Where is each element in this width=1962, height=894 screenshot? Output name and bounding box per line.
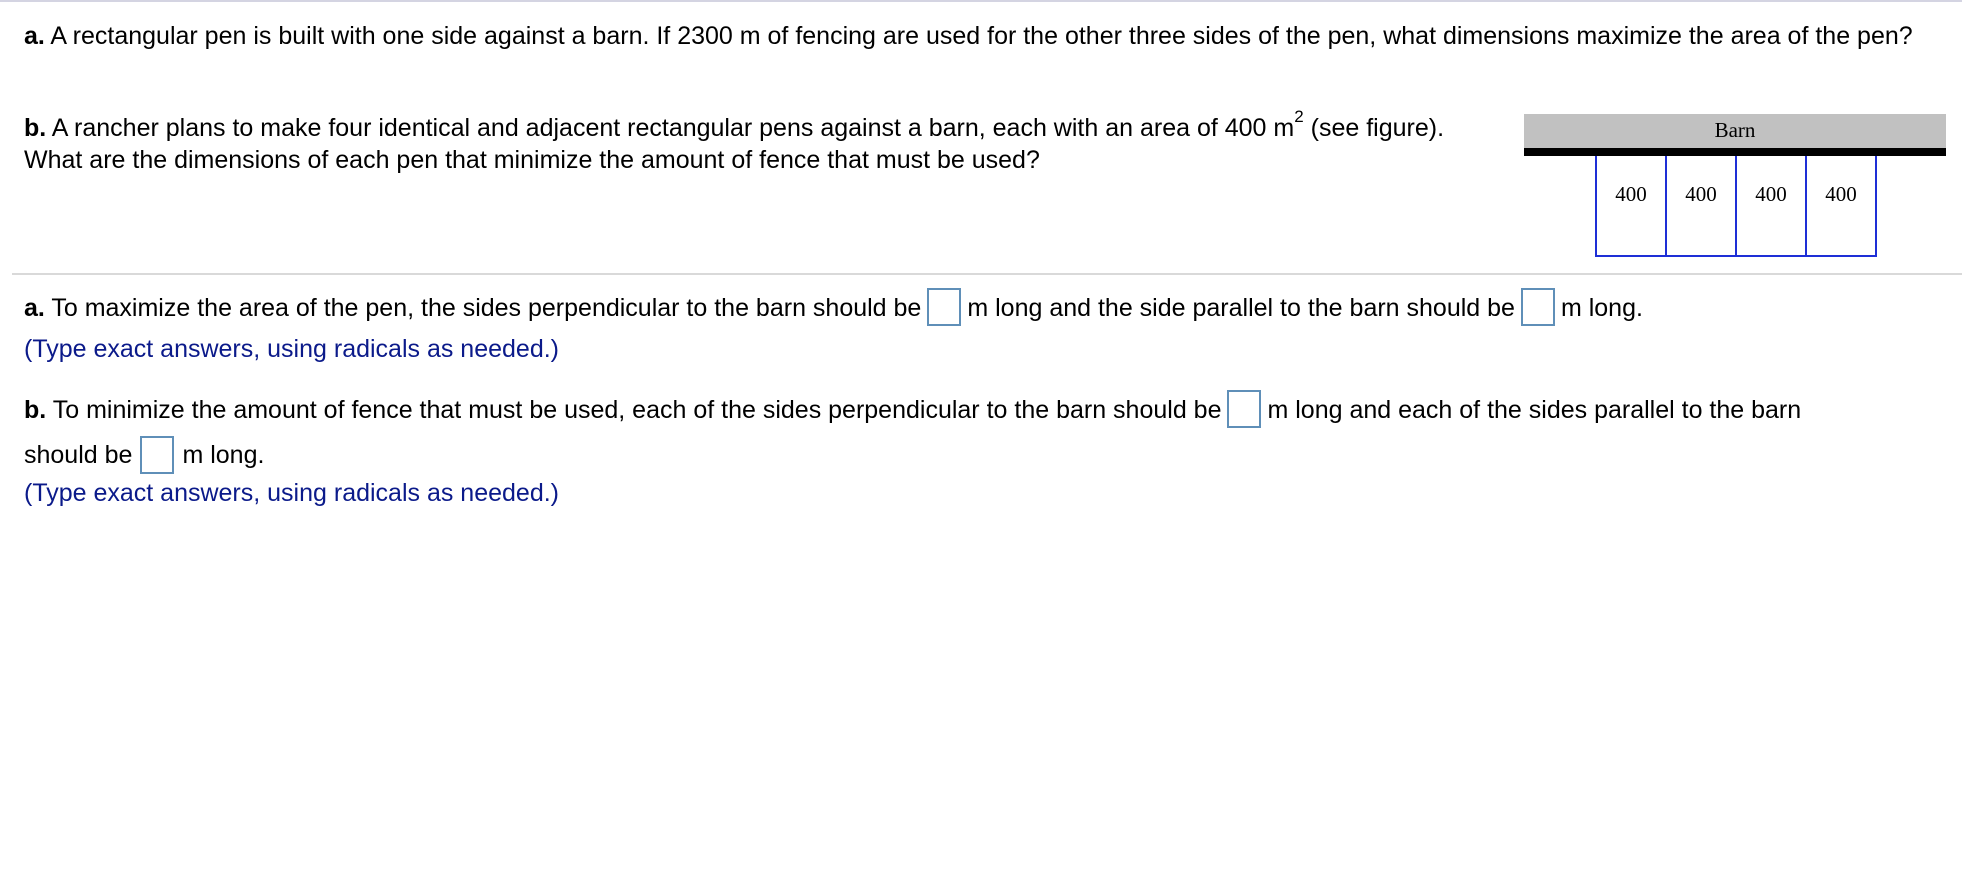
answer-part-a	[24, 292, 1928, 365]
pen-4	[1805, 156, 1877, 257]
answer-a-hint: (Type exact answers, using radicals as needed.)	[24, 335, 559, 364]
barn-pens-figure	[1524, 114, 1946, 259]
answer-b-parallel-input[interactable]	[140, 436, 174, 474]
question-part-b	[24, 107, 1524, 176]
answer-part-b	[24, 394, 1928, 509]
pen-1	[1595, 156, 1667, 257]
answer-b-text-3: should be	[24, 441, 133, 470]
pens-row	[1595, 156, 1877, 257]
pen-1-area: 400	[1615, 182, 1647, 206]
answer-a-perpendicular-input[interactable]	[927, 288, 961, 326]
top-rule	[0, 0, 1962, 2]
question-b-body-2: (see figure).	[1303, 114, 1445, 142]
question-a-text	[24, 20, 1928, 52]
pen-2-area: 400	[1685, 182, 1717, 206]
pen-4-area: 400	[1825, 182, 1857, 206]
answer-b-perpendicular-input[interactable]	[1227, 390, 1261, 428]
question-a-body: A rectangular pen is built with one side against a barn. If 2300 m of fencing are used for the other three sides of the pen, what dimensions maximize the area of the pen?	[44, 22, 1913, 50]
answer-b-line-1	[24, 394, 1928, 428]
answer-a-text-1: To maximize the area of the pen, the sides perpendicular to the barn should be	[44, 294, 922, 322]
answer-b-text-4: m long.	[182, 441, 265, 470]
question-part-a	[24, 20, 1928, 52]
answer-a-line	[24, 292, 1928, 326]
question-b-body-3: What are the dimensions of each pen that minimize the amount of fence that must be used?	[24, 146, 1040, 174]
answer-a-parallel-input[interactable]	[1521, 288, 1555, 326]
barn-wall	[1524, 148, 1946, 156]
answer-a-text-2: m long and the side parallel to the barn should be	[967, 294, 1515, 322]
question-a-prefix: a.	[24, 22, 45, 50]
answer-a-prefix: a.	[24, 294, 45, 322]
section-divider	[12, 273, 1962, 275]
question-b-body-1: A rancher plans to make four identical and adjacent rectangular pens against a barn, each with an area of 400 m	[46, 114, 1295, 142]
question-b-prefix: b.	[24, 114, 47, 142]
pen-3	[1735, 156, 1807, 257]
answer-b-text-1: To minimize the amount of fence that must be used, each of the sides perpendicular to the barn should be	[46, 396, 1222, 424]
answer-b-hint: (Type exact answers, using radicals as needed.)	[24, 478, 559, 507]
answer-b-text-2: m long and each of the sides parallel to the barn	[1267, 396, 1802, 424]
answer-a-text-3: m long.	[1560, 294, 1643, 322]
answer-b-prefix: b.	[24, 396, 47, 424]
pen-3-area: 400	[1755, 182, 1787, 206]
barn-label: Barn	[1714, 118, 1756, 142]
pen-2	[1665, 156, 1737, 257]
question-b-exponent: 2	[1294, 107, 1304, 126]
answer-b-line-2	[24, 439, 1928, 473]
